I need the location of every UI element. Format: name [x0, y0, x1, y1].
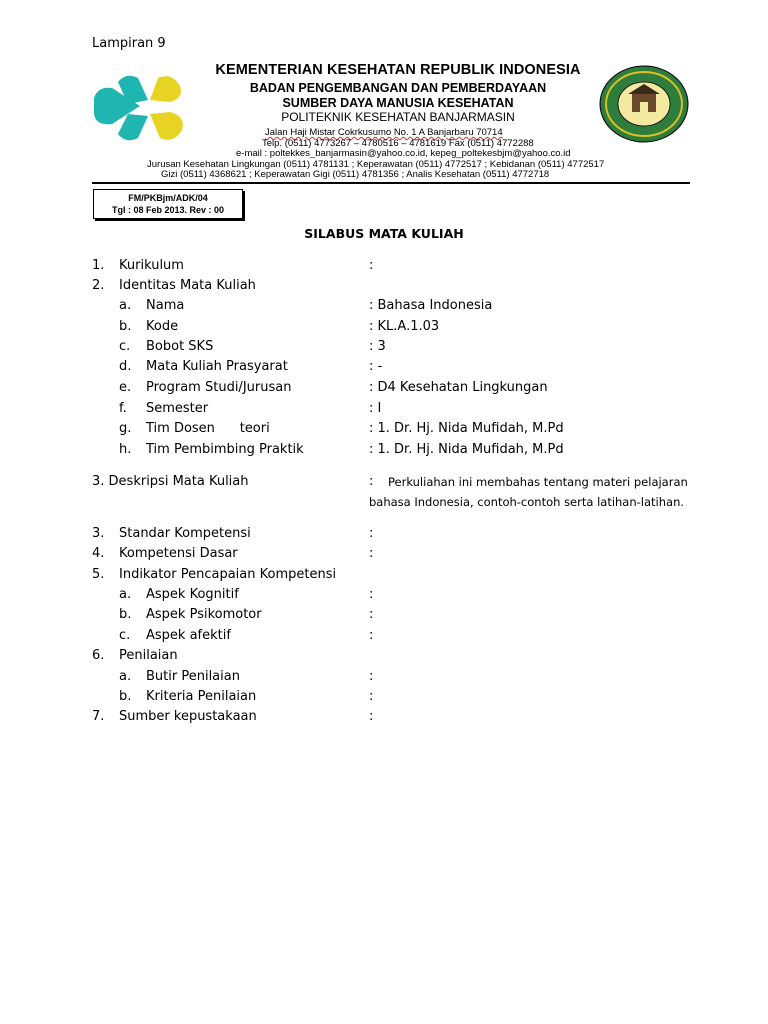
item-label-indikator: Indikator Pencapaian Kompetensi [119, 567, 337, 582]
subitem-label-pembimbing: Tim Pembimbing Praktik [146, 442, 304, 457]
subitem-label-afektif: Aspek afektif [146, 628, 231, 643]
item-number: 5. [92, 567, 105, 582]
item-label-kompetensi-dasar: Kompetensi Dasar [119, 546, 238, 561]
item-label-standar: Standar Kompetensi [119, 526, 251, 541]
item-value-kompetensi-dasar: : [369, 546, 374, 561]
subitem-letter: b. [119, 607, 132, 622]
deskripsi-colon: : [369, 474, 374, 489]
subitem-label-semester: Semester [146, 401, 209, 416]
subitem-letter: c. [119, 339, 131, 354]
header-divider [92, 182, 690, 184]
phone-line: Telp. (0511) 4773267 – 4780516 – 4781619 Fax (0511) 4772288 [262, 138, 534, 149]
subitem-value-nama: : Bahasa Indonesia [369, 298, 493, 313]
subitem-label-psikomotor: Aspek Psikomotor [146, 607, 262, 622]
form-code-box [93, 189, 243, 219]
ministry-name: KEMENTERIAN KESEHATAN REPUBLIK INDONESIA [215, 62, 581, 78]
subitem-label-prasyarat: Mata Kuliah Prasyarat [146, 359, 288, 374]
subitem-value-prodi: : D4 Kesehatan Lingkungan [369, 380, 548, 395]
form-date-revision: Tgl : 08 Feb 2013. Rev : 00 [111, 205, 225, 215]
subitem-letter: a. [119, 587, 132, 602]
agency-name-line1: BADAN PENGEMBANGAN DAN PEMBERDAYAAN [249, 81, 547, 95]
subitem-value-semester: : I [369, 401, 382, 416]
subitem-label-tim-dosen: Tim Dosen teori [146, 421, 270, 436]
item-value-standar: : [369, 526, 374, 541]
subitem-label-kriteria: Kriteria Penilaian [146, 689, 257, 704]
subitem-letter: f. [119, 401, 127, 416]
subitem-value-kode: : KL.A.1.03 [369, 319, 440, 334]
subitem-label-kognitif: Aspek Kognitif [146, 587, 239, 602]
item-number: 7. [92, 709, 105, 724]
deskripsi-text-line2: bahasa Indonesia, contoh-contoh serta latihan-latihan. [369, 495, 685, 509]
subitem-letter: b. [119, 319, 132, 334]
subitem-value-prasyarat: : - [369, 359, 383, 374]
deskripsi-text-line1: Perkuliahan ini membahas tentang materi pelajaran [388, 475, 688, 489]
subitem-value-afektif: : [369, 628, 374, 643]
subitem-value-pembimbing: : 1. Dr. Hj. Nida Mufidah, M.Pd [369, 442, 564, 457]
address-line: Jalan Haji Mistar Cokrkusumo No. 1 A Banjarbaru 70714 [265, 127, 503, 138]
subitem-value-kognitif: : [369, 587, 374, 602]
subitem-value-sks: : 3 [369, 339, 386, 354]
page-title: SILABUS MATA KULIAH [304, 226, 464, 241]
department-phones-line1: Jurusan Kesehatan Lingkungan (0511) 4781131 ; Keperawatan (0511) 4772517 ; Kebidanan (0511) 4772517 [147, 159, 605, 170]
polytechnic-seal [598, 64, 690, 144]
item-label-kurikulum: Kurikulum [119, 258, 184, 273]
subitem-letter: c. [119, 628, 131, 643]
subitem-label-butir: Butir Penilaian [146, 669, 240, 684]
item-number: 6. [92, 648, 105, 663]
item-value-sumber: : [369, 709, 374, 724]
institution-name: POLITEKNIK KESEHATAN BANJARMASIN [281, 110, 515, 124]
subitem-label-prodi: Program Studi/Jurusan [146, 380, 292, 395]
item-number: 2. [92, 278, 105, 293]
subitem-letter: e. [119, 380, 132, 395]
subitem-letter: h. [119, 442, 132, 457]
item-label-sumber: Sumber kepustakaan [119, 709, 257, 724]
subitem-label-nama: Nama [146, 298, 185, 313]
item-label-penilaian: Penilaian [119, 648, 178, 663]
item-number: 4. [92, 546, 105, 561]
subitem-value-tim-dosen: : 1. Dr. Hj. Nida Mufidah, M.Pd [369, 421, 564, 436]
subitem-label-sks: Bobot SKS [146, 339, 214, 354]
subitem-value-kriteria: : [369, 689, 374, 704]
department-phones-line2: Gizi (0511) 4368621 ; Keperawatan Gigi (0511) 4781356 ; Analis Kesehatan (0511) 4772718 [161, 169, 550, 180]
subitem-letter: g. [119, 421, 132, 436]
subitem-value-psikomotor: : [369, 607, 374, 622]
item-label-identitas: Identitas Mata Kuliah [119, 278, 256, 293]
subitem-value-butir: : [369, 669, 374, 684]
item-number: 3. [92, 526, 105, 541]
form-code: FM/PKBjm/ADK/04 [128, 193, 208, 203]
item-number: 1. [92, 258, 105, 273]
item-value-kurikulum: : [369, 258, 374, 273]
item-label-deskripsi: 3. Deskripsi Mata Kuliah [92, 474, 249, 489]
email-line: e-mail : poltekkes_banjarmasin@yahoo.co.id, kepeg_poltekesbjm@yahoo.co.id [236, 148, 571, 159]
ministry-logo [92, 70, 192, 146]
appendix-label: Lampiran 9 [92, 36, 166, 51]
subitem-label-kode: Kode [146, 319, 179, 334]
agency-name-line2: SUMBER DAYA MANUSIA KESEHATAN [282, 96, 514, 110]
subitem-letter: a. [119, 669, 132, 684]
subitem-letter: a. [119, 298, 132, 313]
subitem-letter: d. [119, 359, 132, 374]
subitem-letter: b. [119, 689, 132, 704]
